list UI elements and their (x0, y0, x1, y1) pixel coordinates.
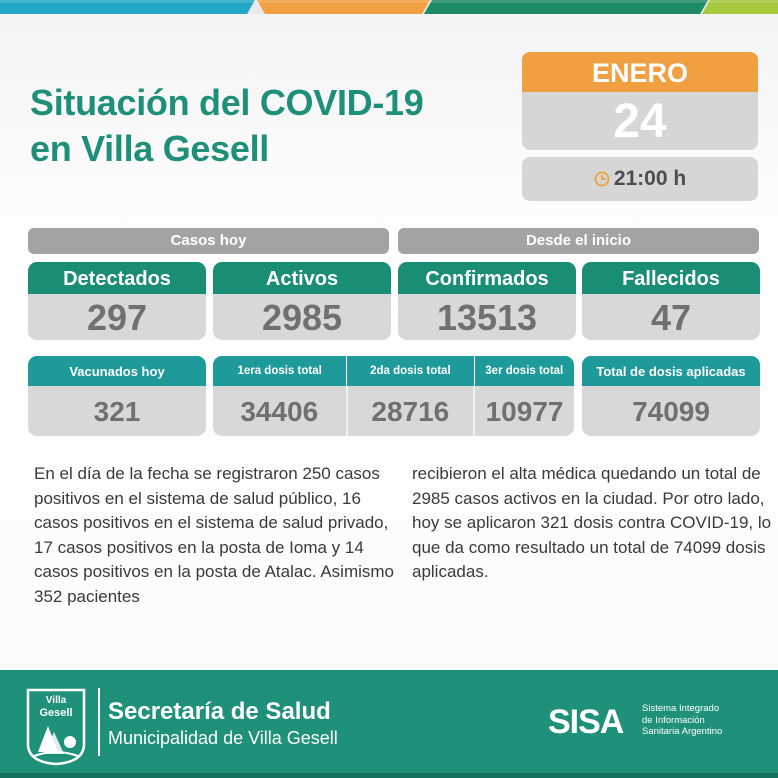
summary-text-left: En el día de la fecha se registraron 250 casos positivos en el sistema de salud público, 16 casos positivos en el sistema de salud privado, 17 casos positivos en la posta de Ioma y 14 casos positivos en la posta de Atalac. Asimismo 352 pacientes (34, 464, 395, 606)
stat-detectados-label: Detectados (28, 262, 206, 294)
stat-vacunados-hoy-label: Vacunados hoy (28, 356, 206, 386)
stat-confirmados-label: Confirmados (398, 262, 576, 294)
stat-total-dosis-label: Total de dosis aplicadas (582, 356, 760, 386)
sisa-desc-line-3: Sanitaria Argentino (642, 726, 723, 737)
dose1-label: 1era dosis total (213, 356, 347, 386)
date-box (522, 52, 758, 201)
section-desde-inicio: Desde el inicio (398, 228, 759, 254)
clock-icon (594, 171, 610, 187)
title-line-1: Situación del COVID-19 (30, 82, 424, 123)
svg-text:Villa: Villa (45, 695, 67, 706)
date-month: ENERO (522, 52, 758, 92)
stat-total-dosis-value: 74099 (582, 386, 760, 436)
summary-text-right: recibieron el alta médica quedando un total de 2985 casos activos en la ciudad. Por otro lado, hoy se aplicaron 321 dosis contra COVID-19, lo que da como resultado un total de 74099 dosis aplicadas. (412, 464, 772, 581)
stat-total-dosis (582, 356, 760, 436)
page-title (30, 80, 500, 172)
stat-activos-value: 2985 (213, 294, 391, 340)
dose-headers (213, 356, 574, 386)
sisa-logo (548, 702, 638, 738)
stat-fallecidos (582, 262, 760, 340)
sisa-description (642, 703, 722, 738)
dose-totals (213, 356, 574, 436)
stat-confirmados-value: 13513 (398, 294, 576, 340)
footer (0, 670, 778, 778)
dose-values (213, 386, 574, 436)
section-casos-hoy: Casos hoy (28, 228, 389, 254)
sisa-desc-line-1: Sistema Integrado (642, 703, 720, 714)
stat-activos-label: Activos (213, 262, 391, 294)
stat-vacunados-hoy-value: 321 (28, 386, 206, 436)
svg-text:Gesell: Gesell (39, 707, 73, 719)
footer-municipality: Municipalidad de Villa Gesell (108, 728, 338, 748)
title-line-2: en Villa Gesell (30, 128, 269, 169)
dose2-label: 2da dosis total (347, 356, 474, 386)
stat-detectados-value: 297 (28, 294, 206, 340)
dose2-value: 28716 (348, 386, 476, 436)
dose3-label: 3er dosis total (485, 365, 564, 377)
stat-vacunados-hoy (28, 356, 206, 436)
footer-org: Secretaría de Salud (108, 698, 331, 725)
sisa-desc-line-2: de Información (642, 714, 705, 726)
stat-fallecidos-value: 47 (582, 294, 760, 340)
villa-gesell-logo (24, 686, 88, 766)
time-text: 21:00 h (613, 167, 687, 190)
svg-text:SISA: SISA (548, 703, 624, 738)
footer-bottom-line (0, 773, 778, 778)
stat-detectados (28, 262, 206, 340)
dose1-value: 34406 (213, 386, 348, 436)
footer-divider (98, 688, 100, 756)
time-box (522, 157, 758, 201)
date-day: 24 (522, 92, 758, 150)
stat-activos (213, 262, 391, 340)
top-color-stripe (0, 0, 778, 14)
dose3-value: 10977 (485, 396, 564, 427)
stat-confirmados (398, 262, 576, 340)
stat-fallecidos-label: Fallecidos (582, 262, 760, 294)
